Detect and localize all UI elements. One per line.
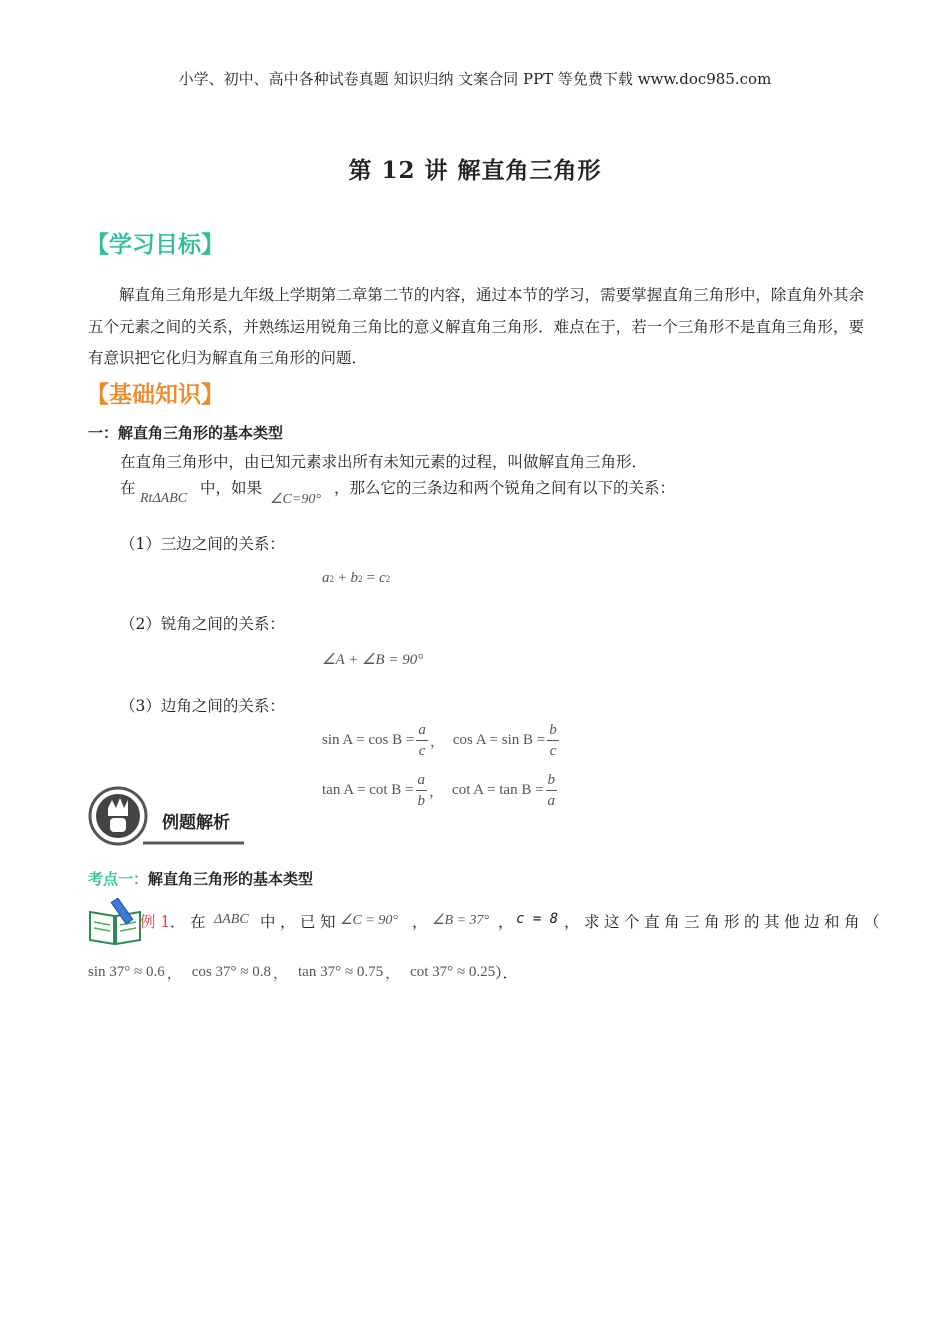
hint-cot: cot 37° ≈ 0.25 <box>410 964 496 980</box>
math-triangle-abc: ΔABC <box>214 912 249 927</box>
formula-row-sin-cos: sin A = cos B = $\frac{a}{c}$ ， cos A = sin B = $\frac{b}{c}$ <box>322 722 557 759</box>
example-analysis-banner <box>88 786 248 848</box>
example-1-hints: sin 37° ≈ 0.6 ， cos 37° ≈ 0.8 ， tan 37° ≈ 0.75 ， cot 37° ≈ 0.25 ）． <box>88 964 518 982</box>
formula-cot-a: cot A = tan B = <box>452 782 544 798</box>
math-angle-c: ∠C=90° <box>270 492 321 507</box>
text-zai: 在 <box>120 479 136 497</box>
formula-pythagoras: a 2 + b 2 = c 2 <box>322 570 391 586</box>
hint-sin: sin 37° ≈ 0.6 <box>88 964 165 980</box>
item-acute-angles: （2）锐角之间的关系： <box>120 615 285 633</box>
formula-cos-a: cos A = sin B = <box>452 732 546 748</box>
fraction-b-over-a: $\frac{b}{a}$ <box>547 772 556 809</box>
math-rt-triangle: RtΔABC <box>140 491 188 506</box>
kaodian-text: 解直角三角形的基本类型 <box>148 870 314 888</box>
goal-paragraph: 解直角三角形是九年级上学期第二章第二节的内容，通过本节的学习，需要掌握直角三角形中，除直角外其余五个元素之间的关系，并熟练运用锐角三角比的意义解直角三角形．难点在于，若一个三角形不是直角三角形，要有意识把它化归为解直角三角形的问题． <box>88 286 864 367</box>
math-angle-b-37: ∠B = 37° <box>432 913 490 928</box>
fraction-a-over-b: $\frac{a}{b}$ <box>417 772 426 809</box>
subheading-basic-types: 一：解直角三角形的基本类型 <box>88 424 284 442</box>
math-angle-c-90: ∠C = 90° <box>340 913 398 928</box>
book-pencil-icon <box>88 898 142 946</box>
section-heading-goals: 【学习目标】 <box>86 232 224 258</box>
section-heading-basics: 【基础知识】 <box>86 382 224 408</box>
formula-tan-a: tan A = cot B = <box>322 782 414 798</box>
page-title: 第 12 讲 解直角三角形 <box>348 157 602 184</box>
kaodian-heading <box>88 868 313 889</box>
banner-label: 例题解析 <box>162 813 230 833</box>
hint-cos: cos 37° ≈ 0.8 <box>191 964 271 980</box>
condition-line <box>120 476 840 510</box>
item-side-angle: （3）边角之间的关系： <box>120 697 285 715</box>
kaodian-label: 考点一： <box>88 870 149 888</box>
fraction-b-over-c: $\frac{b}{c}$ <box>549 722 557 759</box>
example-1-line: 例 1 ．在 ΔABC 中，已知 ∠C = 90° ， ∠B = 37° ， c = 8 ，求这个直角三角形的其他边和角（ <box>140 911 885 931</box>
text-ruguo: 中，如果 <box>200 479 263 497</box>
given-c-value: c = 8 <box>516 911 559 927</box>
fraction-a-over-c: $\frac{a}{c}$ <box>418 722 426 759</box>
formula-row-tan-cot: tan A = cot B = $\frac{a}{b}$ ， cot A = tan B = $\frac{b}{a}$ <box>322 772 556 809</box>
item-three-sides: （1）三边之间的关系： <box>120 535 285 553</box>
text-relations: ，那么它的三条边和两个锐角之间有以下的关系： <box>334 479 676 497</box>
hint-tan: tan 37° ≈ 0.75 <box>298 964 384 980</box>
formula-angle-sum: ∠A + ∠B = 90° <box>322 652 424 668</box>
formula-sin-a: sin A = cos B = <box>322 732 415 748</box>
definition-line: 在直角三角形中，由已知元素求出所有未知元素的过程，叫做解直角三角形． <box>120 453 648 471</box>
example-1-label: 例 1 <box>140 913 171 931</box>
page-header: 小学、初中、高中各种试卷真题 知识归纳 文案合同 PPT 等免费下载 www.doc985.com <box>178 70 772 88</box>
